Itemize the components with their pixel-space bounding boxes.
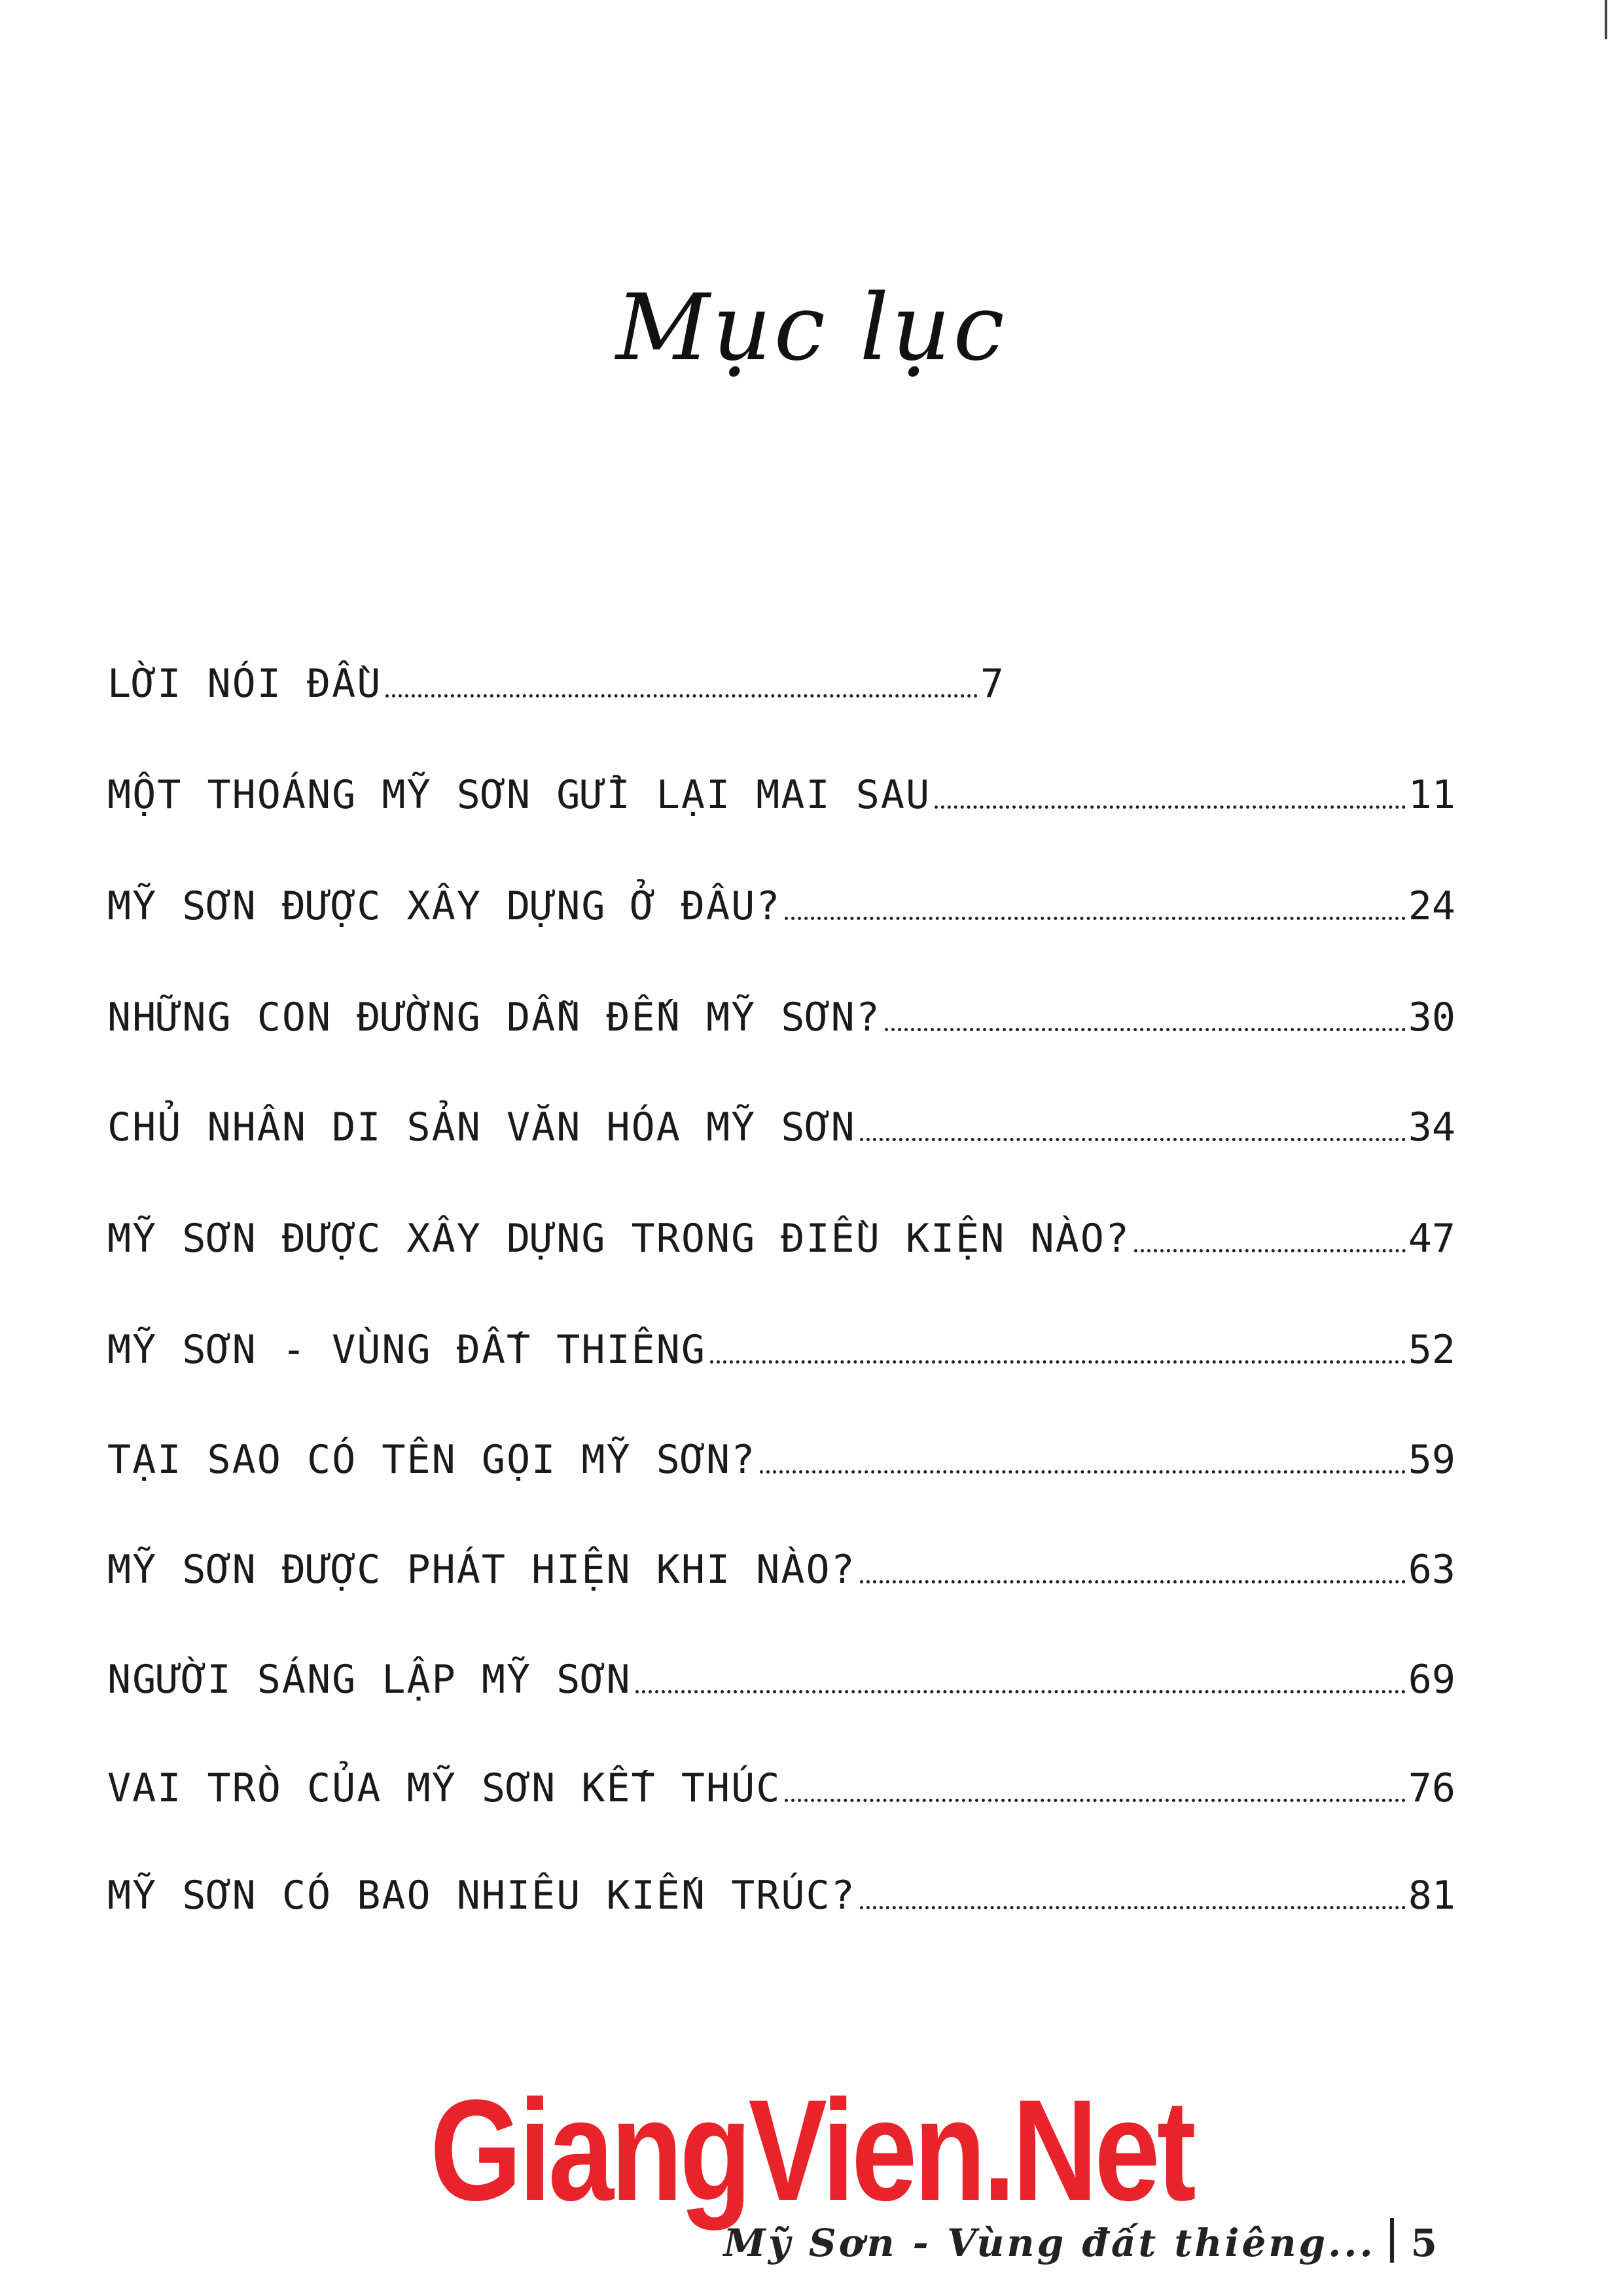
footer-page-number: 5 <box>1410 2221 1440 2265</box>
toc-dot-leader <box>935 805 1406 809</box>
toc-dot-leader <box>860 1138 1406 1141</box>
toc-entry-page: 34 <box>1408 1104 1455 1150</box>
toc-dot-leader <box>385 694 978 698</box>
toc-entry-title: MỘT THOÁNG MỸ SƠN GỬI LẠI MAI SAU <box>107 772 931 818</box>
toc-dot-leader <box>785 1799 1405 1802</box>
toc-entry-title: LỜI NÓI ĐẦU <box>107 661 382 707</box>
toc-entry <box>107 1314 1455 1373</box>
toc-dot-leader <box>885 1028 1406 1031</box>
toc-dot-leader <box>635 1690 1406 1693</box>
toc-dot-leader <box>785 917 1405 920</box>
toc-entry-title: NHỮNG CON ĐƯỜNG DẪN ĐẾN MỸ SƠN? <box>107 995 881 1040</box>
page-footer <box>724 2218 1440 2265</box>
toc-entry-title: MỸ SƠN ĐƯỢC PHÁT HIỆN KHI NÀO? <box>107 1547 856 1593</box>
toc-entry-page: 81 <box>1408 1873 1455 1918</box>
toc-entry-page: 69 <box>1408 1657 1455 1703</box>
toc-entry <box>107 981 1455 1040</box>
toc-entry-title: MỸ SƠN - VÙNG ĐẤT THIÊNG <box>107 1327 706 1373</box>
table-of-contents <box>107 0 1469 1963</box>
toc-entry <box>107 1644 1455 1703</box>
footer-book-title: Mỹ Sơn - Vùng đất thiêng... <box>723 2221 1376 2265</box>
toc-entry-page: 59 <box>1408 1437 1455 1483</box>
toc-entry <box>107 759 1455 818</box>
toc-entry <box>107 1424 1455 1483</box>
toc-entry-title: TẠI SAO CÓ TÊN GỌI MỸ SƠN? <box>107 1437 757 1483</box>
toc-entry-title: MỸ SƠN CÓ BAO NHIÊU KIẾN TRÚC? <box>107 1873 856 1918</box>
toc-entry <box>107 870 1455 929</box>
toc-dot-leader <box>860 1580 1406 1583</box>
toc-entry <box>107 1860 1455 1918</box>
toc-entry-page: 52 <box>1408 1327 1455 1373</box>
toc-entry-page: 11 <box>1408 772 1455 818</box>
toc-entry <box>107 648 1004 707</box>
toc-entry-title: NGƯỜI SÁNG LẬP MỸ SƠN <box>107 1657 632 1703</box>
toc-entry-page: 7 <box>980 661 1004 707</box>
toc-entry-page: 24 <box>1408 883 1455 929</box>
page-edge-mark <box>1605 0 1607 39</box>
toc-entry <box>107 1203 1455 1262</box>
toc-dot-leader <box>760 1470 1406 1474</box>
page-title: Mục lục <box>616 275 1007 381</box>
toc-entry-page: 30 <box>1408 995 1455 1040</box>
toc-entry-title: MỸ SƠN ĐƯỢC XÂY DỰNG Ở ĐÂU? <box>107 883 781 929</box>
toc-entry-title: MỸ SƠN ĐƯỢC XÂY DỰNG TRONG ĐIỀU KIỆN NÀO? <box>107 1216 1131 1262</box>
toc-entry <box>107 1534 1455 1593</box>
footer-separator <box>1390 2218 1394 2263</box>
toc-entry <box>107 1091 1455 1150</box>
toc-dot-leader <box>1134 1249 1406 1252</box>
toc-entry-page: 47 <box>1408 1216 1455 1262</box>
toc-dot-leader <box>710 1360 1406 1364</box>
watermark-logo: GiangVien.Net <box>430 2070 1193 2231</box>
toc-entry-page: 76 <box>1408 1765 1455 1811</box>
toc-dot-leader <box>860 1906 1406 1909</box>
toc-entry-title: CHỦ NHÂN DI SẢN VĂN HÓA MỸ SƠN <box>107 1104 856 1150</box>
toc-entry <box>107 1752 1455 1811</box>
toc-entry-title: VAI TRÒ CỦA MỸ SƠN KẾT THÚC <box>107 1765 781 1811</box>
toc-entry-page: 63 <box>1408 1547 1455 1593</box>
